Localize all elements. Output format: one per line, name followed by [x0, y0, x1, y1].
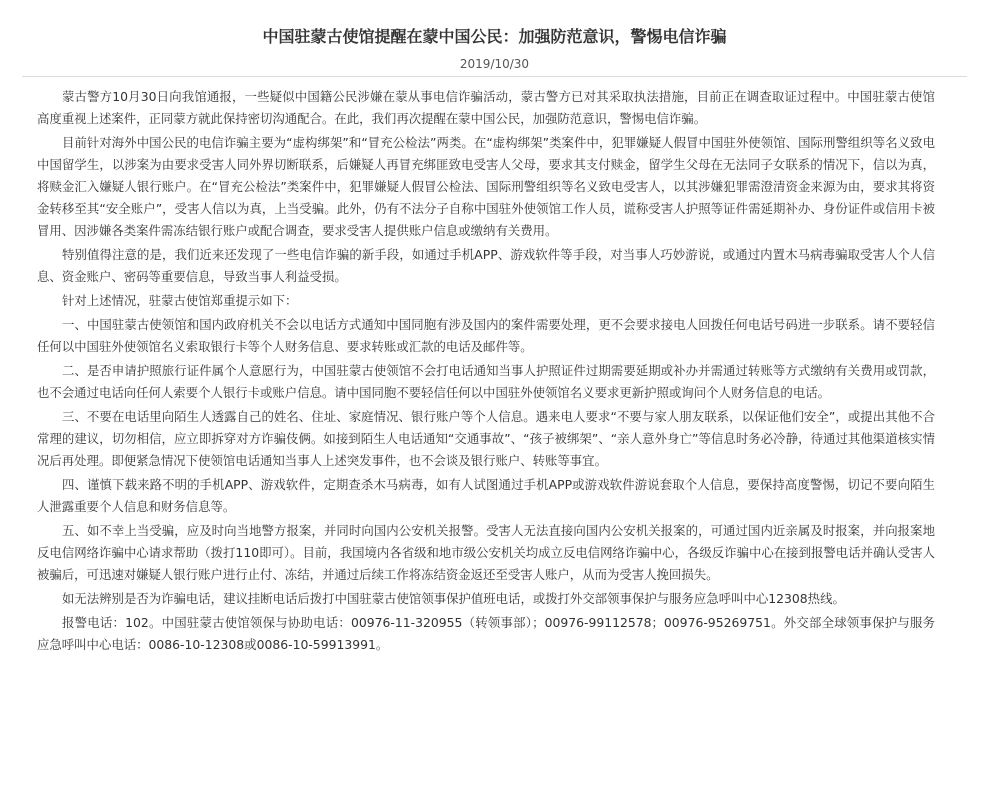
paragraph-intro: 蒙古警方10月30日向我馆通报，一些疑似中国籍公民涉嫌在蒙从事电信诈骗活动，蒙古警方已对其采取执法措施，目前正在调查取证过程中。中国驻蒙古使馆高度重视上述案件，正同蒙方就此保持密切沟通配合。在此，我们再次提醒在蒙中国公民，加强防范意识，警惕电信诈骗。 [37, 89, 935, 126]
article-title: 中国驻蒙古使馆提醒在蒙中国公民：加强防范意识，警惕电信诈骗 [262, 27, 727, 46]
paragraph-contact-numbers: 报警电话：102。中国驻蒙古使馆领保与协助电话：00976-11-320955（转领事部）；00976-99112578；00976-95269751。外交部全球领事保护与服务应急呼叫中心电话：0086-10-12308或0086-10-59913991。 [37, 615, 935, 652]
paragraph-tip-4: 四、谨慎下载来路不明的手机APP、游戏软件，定期查杀木马病毒，如有人试图通过手机APP或游戏软件游说套取个人信息，要保持高度警惕，切记不要向陌生人泄露重要个人信息和财务信息等。 [37, 477, 935, 514]
title-divider [22, 76, 967, 77]
article [22, 0, 967, 77]
paragraph-hotline-advice: 如无法辨别是否为诈骗电话，建议挂断电话后拨打中国驻蒙古使馆领事保护值班电话，或拨打外交部领事保护与服务应急呼叫中心12308热线。 [62, 591, 845, 606]
paragraph-tip-3: 三、不要在电话里向陌生人透露自己的姓名、住址、家庭情况、银行账户等个人信息。遇来电人要求“不要与家人朋友联系，以保证他们安全”，或提出其他不合常理的建议，切勿相信，应立即拆穿对方诈骗伎俩。如接到陌生人电话通知“交通事故”、“孩子被绑架”、“亲人意外身亡”等信息时务必冷静，待通过其他渠道核实情况后再处理。即便紧急情况下使领馆电话通知当事人上述突发事件，也不会谈及银行账户、转账等事宜。 [37, 409, 935, 468]
paragraph-tip-5: 五、如不幸上当受骗，应及时向当地警方报案，并同时向国内公安机关报警。受害人无法直接向国内公安机关报案的，可通过国内近亲属及时报案，并向报案地反电信网络诈骗中心请求帮助（拨打110即可）。目前，我国境内各省级和地市级公安机关均成立反电信网络诈骗中心，各级反诈骗中心在接到报警电话并确认受害人被骗后，可迅速对嫌疑人银行账户进行止付、冻结，并通过后续工作将冻结资金返还至受害人账户，从而为受害人挽回损失。 [37, 523, 935, 582]
paragraph-fraud-types: 目前针对海外中国公民的电信诈骗主要为“虚构绑架”和“冒充公检法”两类。在“虚构绑架”类案件中，犯罪嫌疑人假冒中国驻外使领馆、国际刑警组织等名义致电中国留学生，以涉案为由要求受害人同外界切断联系，后嫌疑人再冒充绑匪致电受害人父母，要求其支付赎金，留学生父母在无法同子女联系的情况下，信以为真，将赎金汇入嫌疑人银行账户。在“冒充公检法”类案件中，犯罪嫌疑人假冒公检法、国际刑警组织等名义致电受害人，以其涉嫌犯罪需澄清资金来源为由，要求其将资金转移至其“安全账户”，受害人信以为真，上当受骗。此外，仍有不法分子自称中国驻外使领馆工作人员，谎称受害人护照等证件需延期补办、身份证件或信用卡被冒用、因涉嫌各类案件需冻结银行账户或配合调查，要求受害人提供账户信息或缴纳有关费用。 [37, 135, 935, 238]
paragraph-tip-2: 二、是否申请护照旅行证件属个人意愿行为，中国驻蒙古使领馆不会打电话通知当事人护照证件过期需要延期或补办并需通过转账等方式缴纳有关费用或罚款，也不会通过电话向任何人索要个人银行卡或账户信息。请中国同胞不要轻信任何以中国驻外使领馆名义要求更新护照或询问个人财务信息的电话。 [37, 363, 935, 400]
paragraph-tip-1: 一、中国驻蒙古使领馆和国内政府机关不会以电话方式通知中国同胞有涉及国内的案件需要处理，更不会要求接电人回拨任何电话号码进一步联系。请不要轻信任何以中国驻外使领馆名义索取银行卡等个人财务信息、要求转账或汇款的电话及邮件等。 [37, 317, 935, 354]
paragraph-new-methods: 特别值得注意的是，我们近来还发现了一些电信诈骗的新手段，如通过手机APP、游戏软件等手段，对当事人巧妙游说，或通过内置木马病毒骗取受害人个人信息、资金账户、密码等重要信息，导致当事人利益受损。 [37, 247, 935, 284]
publish-date: 2019/10/30 [459, 57, 530, 71]
article-body [37, 86, 935, 658]
paragraph-notice-lead: 针对上述情况，驻蒙古使馆郑重提示如下： [62, 293, 298, 308]
